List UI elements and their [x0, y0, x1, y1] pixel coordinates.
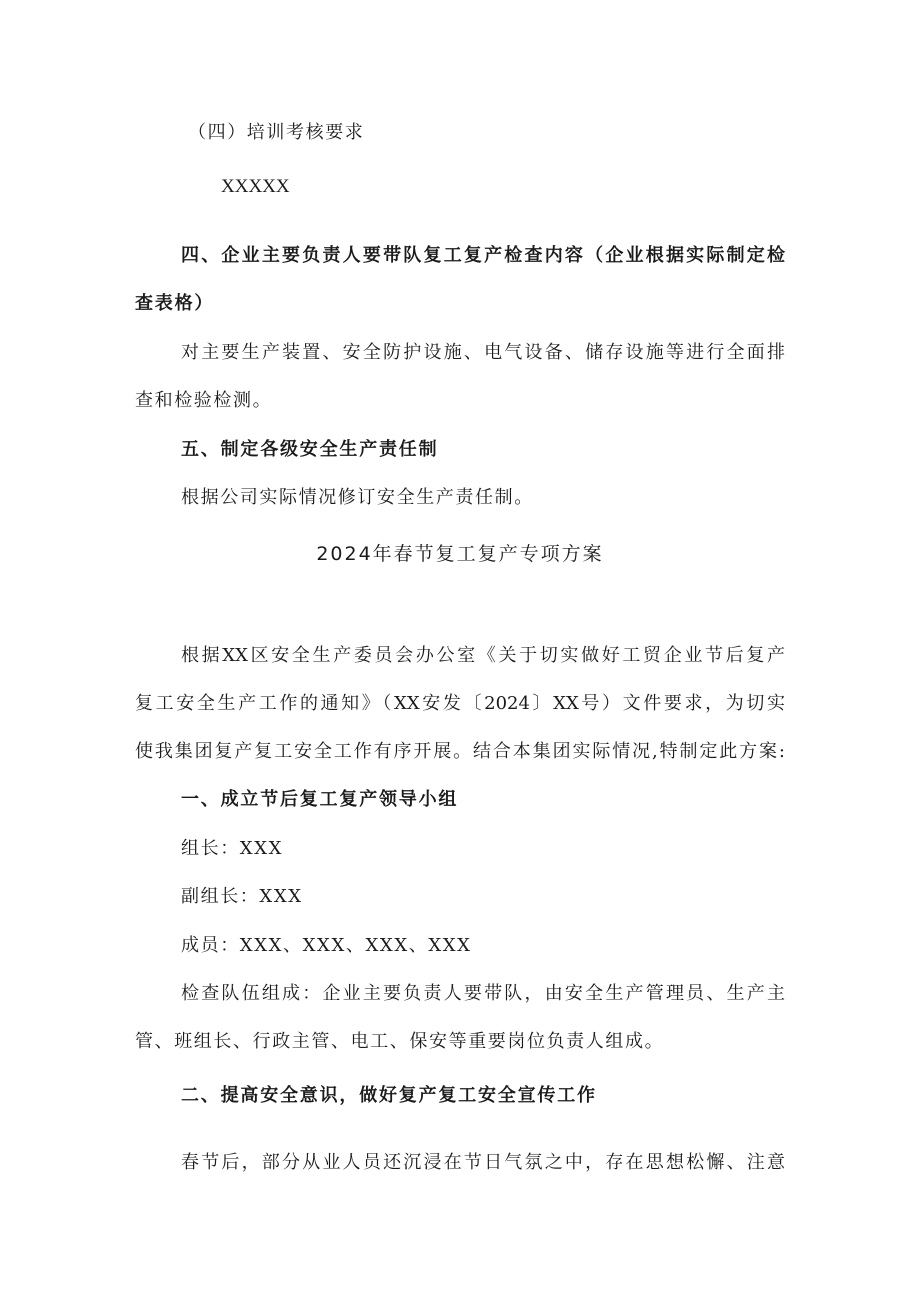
section4-heading-line2: 查表格） — [135, 293, 215, 314]
part1-team-line1: 检查队伍组成：企业主要负责人要带队，由安全生产管理员、生产主 — [181, 983, 785, 1004]
training-heading: （四）培训考核要求 — [188, 122, 365, 143]
part1-heading: 一、成立节后复工复产领导小组 — [181, 789, 459, 810]
section5-heading: 五、制定各级安全生产责任制 — [181, 439, 439, 460]
part1-team-line2: 管、班组长、行政主管、电工、保安等重要岗位负责人组成。 — [135, 1031, 665, 1052]
part2-body-line1: 春节后，部分从业人员还沉浸在节日气氛之中，存在思想松懈、注意 — [181, 1152, 785, 1173]
intro-line2: 复工安全生产工作的通知》（XX安发〔2024〕XX号）文件要求，为切实 — [135, 693, 785, 714]
plan-title: 2024年春节复工复产专项方案 — [316, 543, 604, 565]
intro-line1: 根据XX区安全生产委员会办公室《关于切实做好工贸企业节后复产 — [181, 645, 785, 666]
part1-deputy: 副组长：XXX — [181, 886, 303, 907]
part2-heading: 二、提高安全意识，做好复产复工安全宣传工作 — [181, 1085, 597, 1106]
intro-line3: 使我集团复产复工安全工作有序开展。结合本集团实际情况,特制定此方案: — [135, 741, 785, 762]
training-placeholder: XXXXX — [221, 176, 290, 197]
section4-heading-line1: 四、企业主要负责人要带队复工复产检查内容（企业根据实际制定检 — [181, 245, 785, 266]
section4-body-line2: 查和检验检测。 — [135, 390, 273, 411]
part1-leader: 组长：XXX — [181, 838, 284, 859]
part1-members: 成员：XXX、XXX、XXX、XXX — [181, 935, 472, 956]
section5-body: 根据公司实际情况修订安全生产责任制。 — [181, 487, 534, 508]
section4-body-line1: 对主要生产装置、安全防护设施、电气设备、储存设施等进行全面排 — [181, 342, 785, 363]
